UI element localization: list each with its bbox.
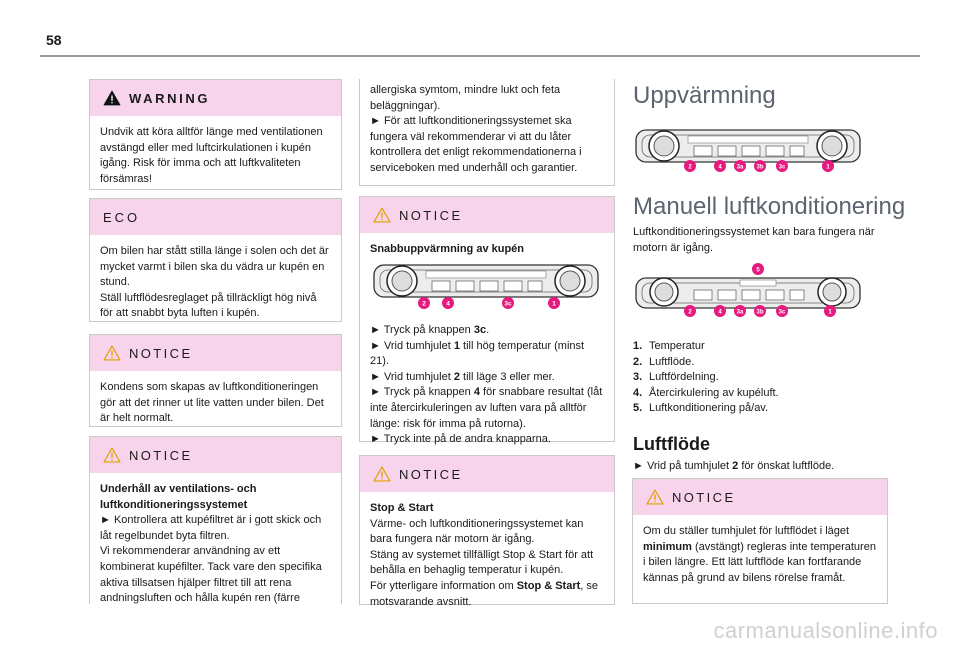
- airflow-notice-text: Om du ställer tumhjulet för luftflödet i läget minimum (avstängt) regleras inte temperaturen i bilen längre. Ett lätt luftflöde kan fortfarande kännas på grund av bilens rörelse framåt.: [643, 525, 876, 584]
- badge-4: 4: [718, 309, 722, 316]
- continuation-line-1: allergiska symtom, mindre lukt och feta beläggningar).: [370, 84, 561, 112]
- eco-title: ECO: [103, 209, 141, 225]
- badge-3c: 3c: [778, 309, 786, 316]
- quick-heat-line-3: ► Vrid tumhjulet 2 till läge 3 eller mer.: [370, 370, 555, 383]
- badge-1: 1: [552, 300, 556, 308]
- badge-2: 2: [688, 309, 692, 316]
- continuation-line-2: ► För att luftkonditioneringssystemet ska fungera väl rekommenderar vi att du låter kontrollera det enligt rekommendationerna i serviceboken med underhåll och garantier.: [370, 115, 582, 174]
- heating-title: Uppvärmning: [633, 82, 776, 109]
- list-item: 3. Luftfördelning.: [633, 371, 719, 384]
- quick-heat-heading: Snabbuppvärmning av kupén: [370, 243, 525, 255]
- climate-panel-illustration: [370, 259, 602, 313]
- notice-icon: [103, 345, 121, 361]
- header-rule: [40, 55, 920, 57]
- warning-title: WARNING: [129, 90, 211, 106]
- warning-box: [89, 79, 342, 190]
- notice-box-airflow: [632, 478, 888, 604]
- notice-text: Kondens som skapas av luftkonditioneringen gör att det rinner ut lite vatten under bilen. Det är helt normalt.: [100, 381, 324, 425]
- badge-3c: 3c: [504, 300, 512, 308]
- ac-panel-illustration: [632, 262, 864, 318]
- notice-icon: [103, 447, 121, 463]
- eco-text-2: Ställ luftflödesreglaget på tillräckligt hög nivå för att snabbt byta luften i kupén.: [100, 291, 317, 320]
- badge-5: 5: [756, 267, 760, 274]
- notice-title: NOTICE: [399, 207, 463, 223]
- badge-4: 4: [718, 164, 722, 171]
- maintenance-line-2: Vi rekommenderar användning av ett kombinerat kupéfilter. Tack vare den specifika aktiva tillsatsen hjälper filtret till att rena andningsluften och hålla kupén ren (färre: [100, 545, 322, 605]
- list-item: 5. Luftkonditionering på/av.: [633, 402, 769, 415]
- badge-1: 1: [828, 309, 832, 316]
- notice-icon: [646, 489, 664, 505]
- stop-start-heading: Stop & Start: [370, 502, 434, 514]
- notice-icon: [373, 466, 391, 482]
- badge-2: 2: [422, 300, 426, 308]
- list-item: 2. Luftflöde.: [633, 355, 695, 368]
- badge-4: 4: [446, 300, 450, 308]
- maintenance-line-1: ► Kontrollera att kupéfiltret är i gott skick och låt regelbundet byta filtren.: [100, 514, 322, 542]
- quick-heat-line-2: ► Vrid tumhjulet 1 till hög temperatur (minst 21).: [370, 339, 585, 368]
- badge-1: 1: [826, 164, 830, 171]
- notice-title: NOTICE: [129, 447, 193, 463]
- list-item: 1. Temperatur: [633, 340, 705, 352]
- quick-heat-line-1: ► Tryck på knappen 3c.: [370, 324, 490, 336]
- badge-3a: 3a: [736, 309, 744, 316]
- notice-box-maintenance: [89, 436, 342, 604]
- manual-ac-intro: Luftkonditioneringssystemet kan bara fungera när motorn är igång.: [633, 226, 875, 254]
- eco-text-1: Om bilen har stått stilla länge i solen och det är mycket varmt i bilen ska du vädra ur kupén en stund.: [100, 245, 329, 289]
- quick-heat-line-4: ► Tryck på knappen 4 för snabbare resultat (låt inte återcirkuleringen av luften vara på alltför länge: risk för imma på rutorna).: [370, 386, 603, 430]
- notice-title: NOTICE: [672, 489, 736, 505]
- eco-box: [89, 198, 342, 322]
- list-item: 4. Återcirkulering av kupéluft.: [633, 386, 779, 399]
- page-number: 58: [46, 32, 62, 48]
- warning-text: Undvik att köra alltför länge med ventilationen avstängd eller med luftcirkulationen i kupén igång. Risk för imma och att luftkvaliteten försämras!: [100, 126, 323, 185]
- badge-3a: 3a: [736, 164, 744, 171]
- airflow-title: Luftflöde: [633, 434, 710, 454]
- heating-panel-illustration: [632, 124, 864, 176]
- badge-3b: 3b: [756, 164, 764, 171]
- notice-box-stop-start: [359, 455, 615, 608]
- notice-title: NOTICE: [129, 345, 193, 361]
- watermark: carmanualsonline.info: [713, 618, 938, 643]
- notice-box-condensation: [89, 334, 342, 427]
- maintenance-heading: Underhåll av ventilations- och luftkonditioneringssystemet: [100, 483, 257, 511]
- manual-ac-title: Manuell luftkonditionering: [633, 193, 906, 220]
- warning-icon: [103, 90, 121, 106]
- continuation-box: [359, 79, 615, 186]
- airflow-text: ► Vrid på tumhjulet 2 för önskat luftflöde.: [633, 460, 835, 472]
- badge-2: 2: [688, 164, 692, 171]
- legend-list: [633, 339, 883, 417]
- stop-start-line-3: För ytterligare information om Stop & Start, se motsvarande avsnitt.: [370, 579, 599, 608]
- stop-start-line-1: Värme- och luftkonditioneringssystemet kan bara fungera när motorn är igång.: [370, 517, 584, 546]
- badge-3c: 3c: [778, 164, 786, 171]
- notice-icon: [373, 207, 391, 223]
- quick-heat-line-5: ► Tryck inte på de andra knapparna.: [370, 433, 551, 446]
- stop-start-line-2: Stäng av systemet tillfälligt Stop & Start för att behålla en behaglig temperatur i kupén.: [370, 548, 594, 577]
- badge-3b: 3b: [756, 309, 764, 316]
- notice-box-quick-heat: [359, 196, 615, 446]
- notice-title: NOTICE: [399, 466, 463, 482]
